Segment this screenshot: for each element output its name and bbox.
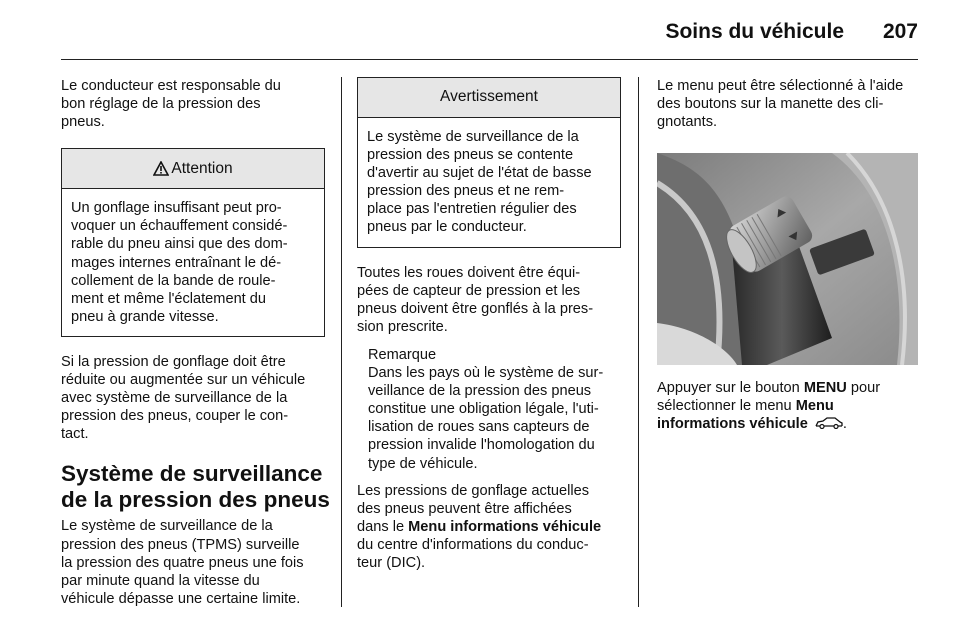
note-block: Remarque Dans les pays où le système de sur- veillance de la pression des pneus constitue une obligation légale, l'uti- lisation de roues sans capteurs de pression invalide l'homologation du type de véhicule.	[357, 346, 621, 473]
pressure-display-paragraph: Les pressions de gonflage actuelles des pneus peuvent être affichées dans le Menu informations véhicule du centre d'informations du conduc- teur (DIC).	[357, 482, 602, 571]
attention-title: Attention	[171, 159, 233, 177]
tpms-description-paragraph: Le système de surveillance de la pression des pneus (TPMS) surveille la pression des quatre pneus une fois par minute quand la vitesse du véhicule dépasse une certaine limite.	[61, 518, 304, 607]
page-number: 207	[882, 20, 918, 43]
instruction-paragraph: Appuyer sur le bouton MENU pour sélectionner le menu Menu informations véhicule .	[657, 380, 881, 433]
warning-box	[357, 77, 621, 248]
column-2	[357, 77, 621, 589]
warning-header	[358, 78, 620, 118]
warning-title: Avertissement	[440, 88, 538, 106]
column-3	[657, 77, 921, 434]
header-title: Soins du véhicule	[665, 20, 844, 43]
warning-triangle-icon	[153, 161, 169, 176]
note-title: Remarque	[368, 346, 437, 363]
warning-body: Le système de surveillance de la pression des pneus se contente d'avertir au sujet de l'état de basse pression des pneus et ne rem- place pas l'entretien régulier des pneus par le conducteur.	[367, 129, 592, 236]
car-icon	[815, 417, 843, 429]
attention-box	[61, 148, 325, 337]
column-1	[61, 77, 330, 625]
page-header	[61, 18, 918, 60]
intro-paragraph: Le conducteur est responsable du bon réglage de la pression des pneus.	[61, 78, 281, 131]
attention-body: Un gonflage insuffisant peut pro- voquer un échauffement considé- rable du pneu ainsi que des dom- mages internes entraînant le dé- collement de la bande de roule- ment et même l'éclatement du pneu à grande vitesse.	[71, 200, 288, 325]
wheels-paragraph: Toutes les roues doivent être équi- pées de capteur de pression et les pneus doivent être gonflés à la pres- sion prescrite.	[357, 264, 594, 335]
attention-header	[62, 149, 324, 189]
menu-intro-paragraph: Le menu peut être sélectionné à l'aide des boutons sur la manette des cli- gnotants.	[657, 78, 904, 131]
menu-name: Menu informations véhicule	[408, 518, 602, 535]
column-divider	[341, 77, 342, 607]
column-divider	[638, 77, 639, 607]
turn-signal-stalk-photo	[657, 153, 918, 365]
menu-button-label: MENU	[803, 380, 847, 397]
tpms-adjust-paragraph: Si la pression de gonflage doit être réduite ou augmentée sur un véhicule avec système de surveillance de la pression des pneus, couper le con- tact.	[61, 353, 306, 443]
section-title: Système de surveillance de la pression des pneus	[61, 461, 330, 513]
